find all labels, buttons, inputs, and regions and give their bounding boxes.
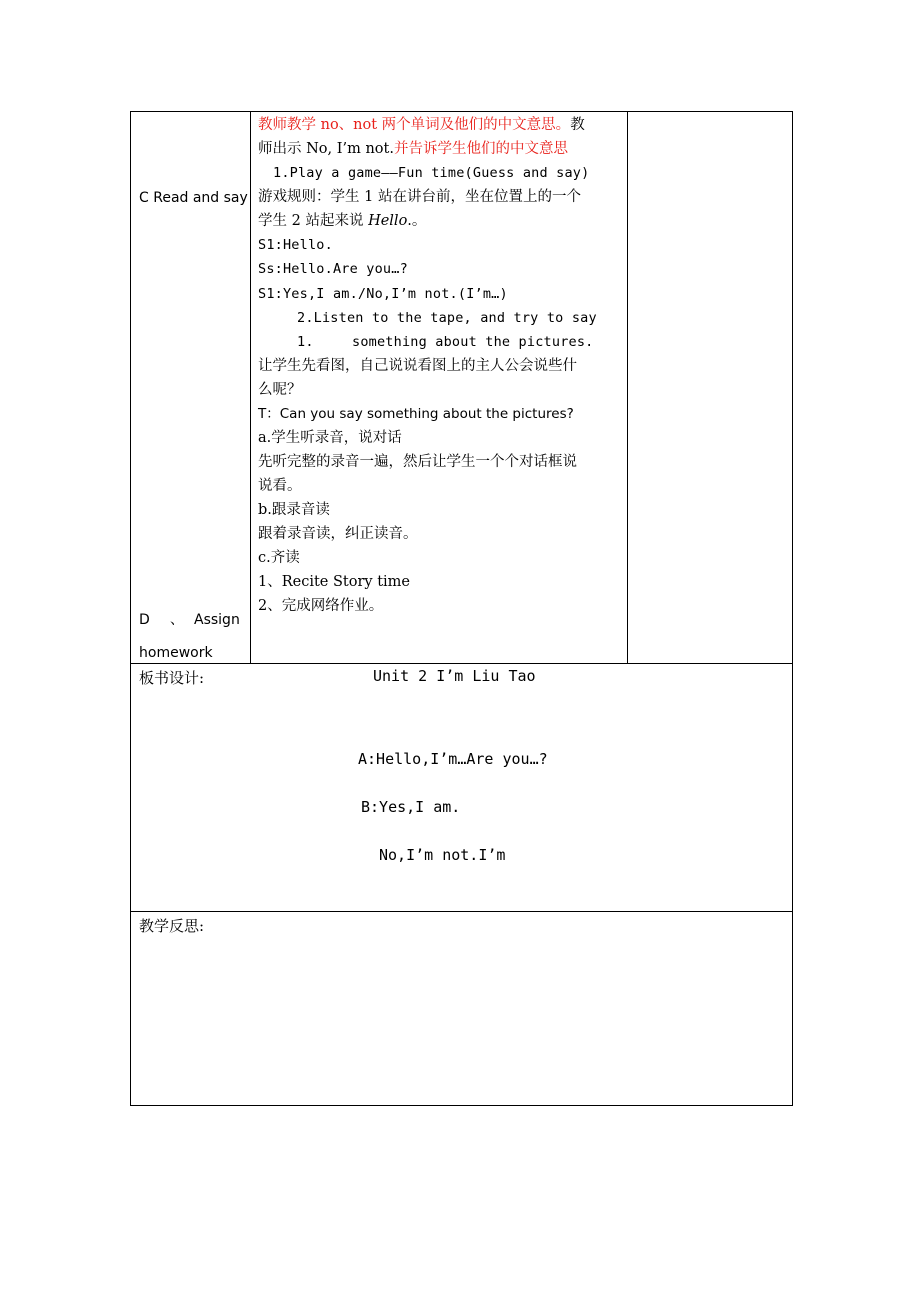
column-divider-1 bbox=[250, 111, 251, 664]
table-top-border bbox=[130, 111, 793, 112]
look-pictures-line-2: 么呢？ bbox=[258, 382, 302, 398]
board-design-label: 板书设计: bbox=[139, 669, 205, 687]
dialogue-s1-answer: S1:Yes,I am./No,I’m not.(I’m…) bbox=[258, 286, 508, 302]
dialogue-ss-hello: Ss:Hello.Are you…? bbox=[258, 261, 408, 277]
look-pictures-line-1: 让学生先看图，自己说说看图上的主人公会说些什 bbox=[258, 358, 577, 374]
homework-item-2: 2、完成网络作业。 bbox=[258, 598, 384, 614]
row-divider-board bbox=[130, 663, 793, 664]
step-a-heading: a.学生听录音，说对话 bbox=[258, 430, 402, 446]
step-a-detail-2: 说看。 bbox=[258, 478, 302, 494]
hello-italic: Hello bbox=[368, 213, 408, 229]
table-right-border bbox=[792, 111, 793, 1106]
section-d-prefix: D bbox=[139, 612, 150, 628]
procedure-line-1 bbox=[258, 113, 585, 137]
line-2-head: 师出示 No, I’m not. bbox=[258, 141, 394, 157]
explain-meaning-text: 并告诉学生他们的中文意思 bbox=[393, 141, 568, 157]
table-bottom-border bbox=[130, 1105, 793, 1106]
section-d-separator: 、 bbox=[170, 612, 184, 628]
section-c-label: C Read and say bbox=[139, 190, 248, 206]
reflection-label: 教学反思: bbox=[139, 917, 205, 935]
board-title: Unit 2 I’m Liu Tao bbox=[373, 667, 536, 685]
section-d-assign: Assign bbox=[194, 612, 240, 628]
teach-no-not-text: 教师教学 no、not 两个单词及他们的中文意思。 bbox=[258, 117, 571, 133]
listen-sub-number: 1. bbox=[297, 334, 314, 350]
listen-sub-text: something about the pictures. bbox=[352, 334, 594, 350]
line-1-tail: 教 bbox=[570, 117, 585, 133]
procedure-line-2 bbox=[258, 137, 568, 161]
row-divider-reflection bbox=[130, 911, 793, 912]
rules-line-2-head: 学生 2 站起来说 bbox=[258, 213, 369, 229]
listen-step-title: 2.Listen to the tape, and try to say bbox=[297, 310, 597, 326]
step-a-detail-1: 先听完整的录音一遍，然后让学生一个个对话框说 bbox=[258, 454, 577, 470]
dialogue-s1-hello: S1:Hello. bbox=[258, 237, 333, 253]
step-b-detail: 跟着录音读，纠正读音。 bbox=[258, 526, 418, 542]
board-line-c: No,I’m not.I’m bbox=[379, 846, 506, 864]
board-line-b: B:Yes,I am. bbox=[361, 798, 461, 816]
rules-line-2-tail: .。 bbox=[407, 213, 427, 229]
board-line-a: A:Hello,I’m…Are you…? bbox=[358, 750, 548, 768]
section-d-homework: homework bbox=[139, 645, 213, 661]
table-left-border bbox=[130, 111, 131, 1106]
column-divider-2 bbox=[627, 111, 628, 664]
step-b-heading: b.跟录音读 bbox=[258, 502, 330, 518]
game-rules-line-2 bbox=[258, 209, 426, 233]
teacher-question: T：Can you say something about the pictures? bbox=[258, 406, 574, 422]
game-step-title: 1.Play a game——Fun time(Guess and say) bbox=[273, 165, 590, 181]
step-c-heading: c.齐读 bbox=[258, 550, 300, 566]
homework-item-1: 1、Recite Story time bbox=[258, 574, 411, 590]
game-rules-line-1: 游戏规则：学生 1 站在讲台前，坐在位置上的一个 bbox=[258, 189, 581, 205]
